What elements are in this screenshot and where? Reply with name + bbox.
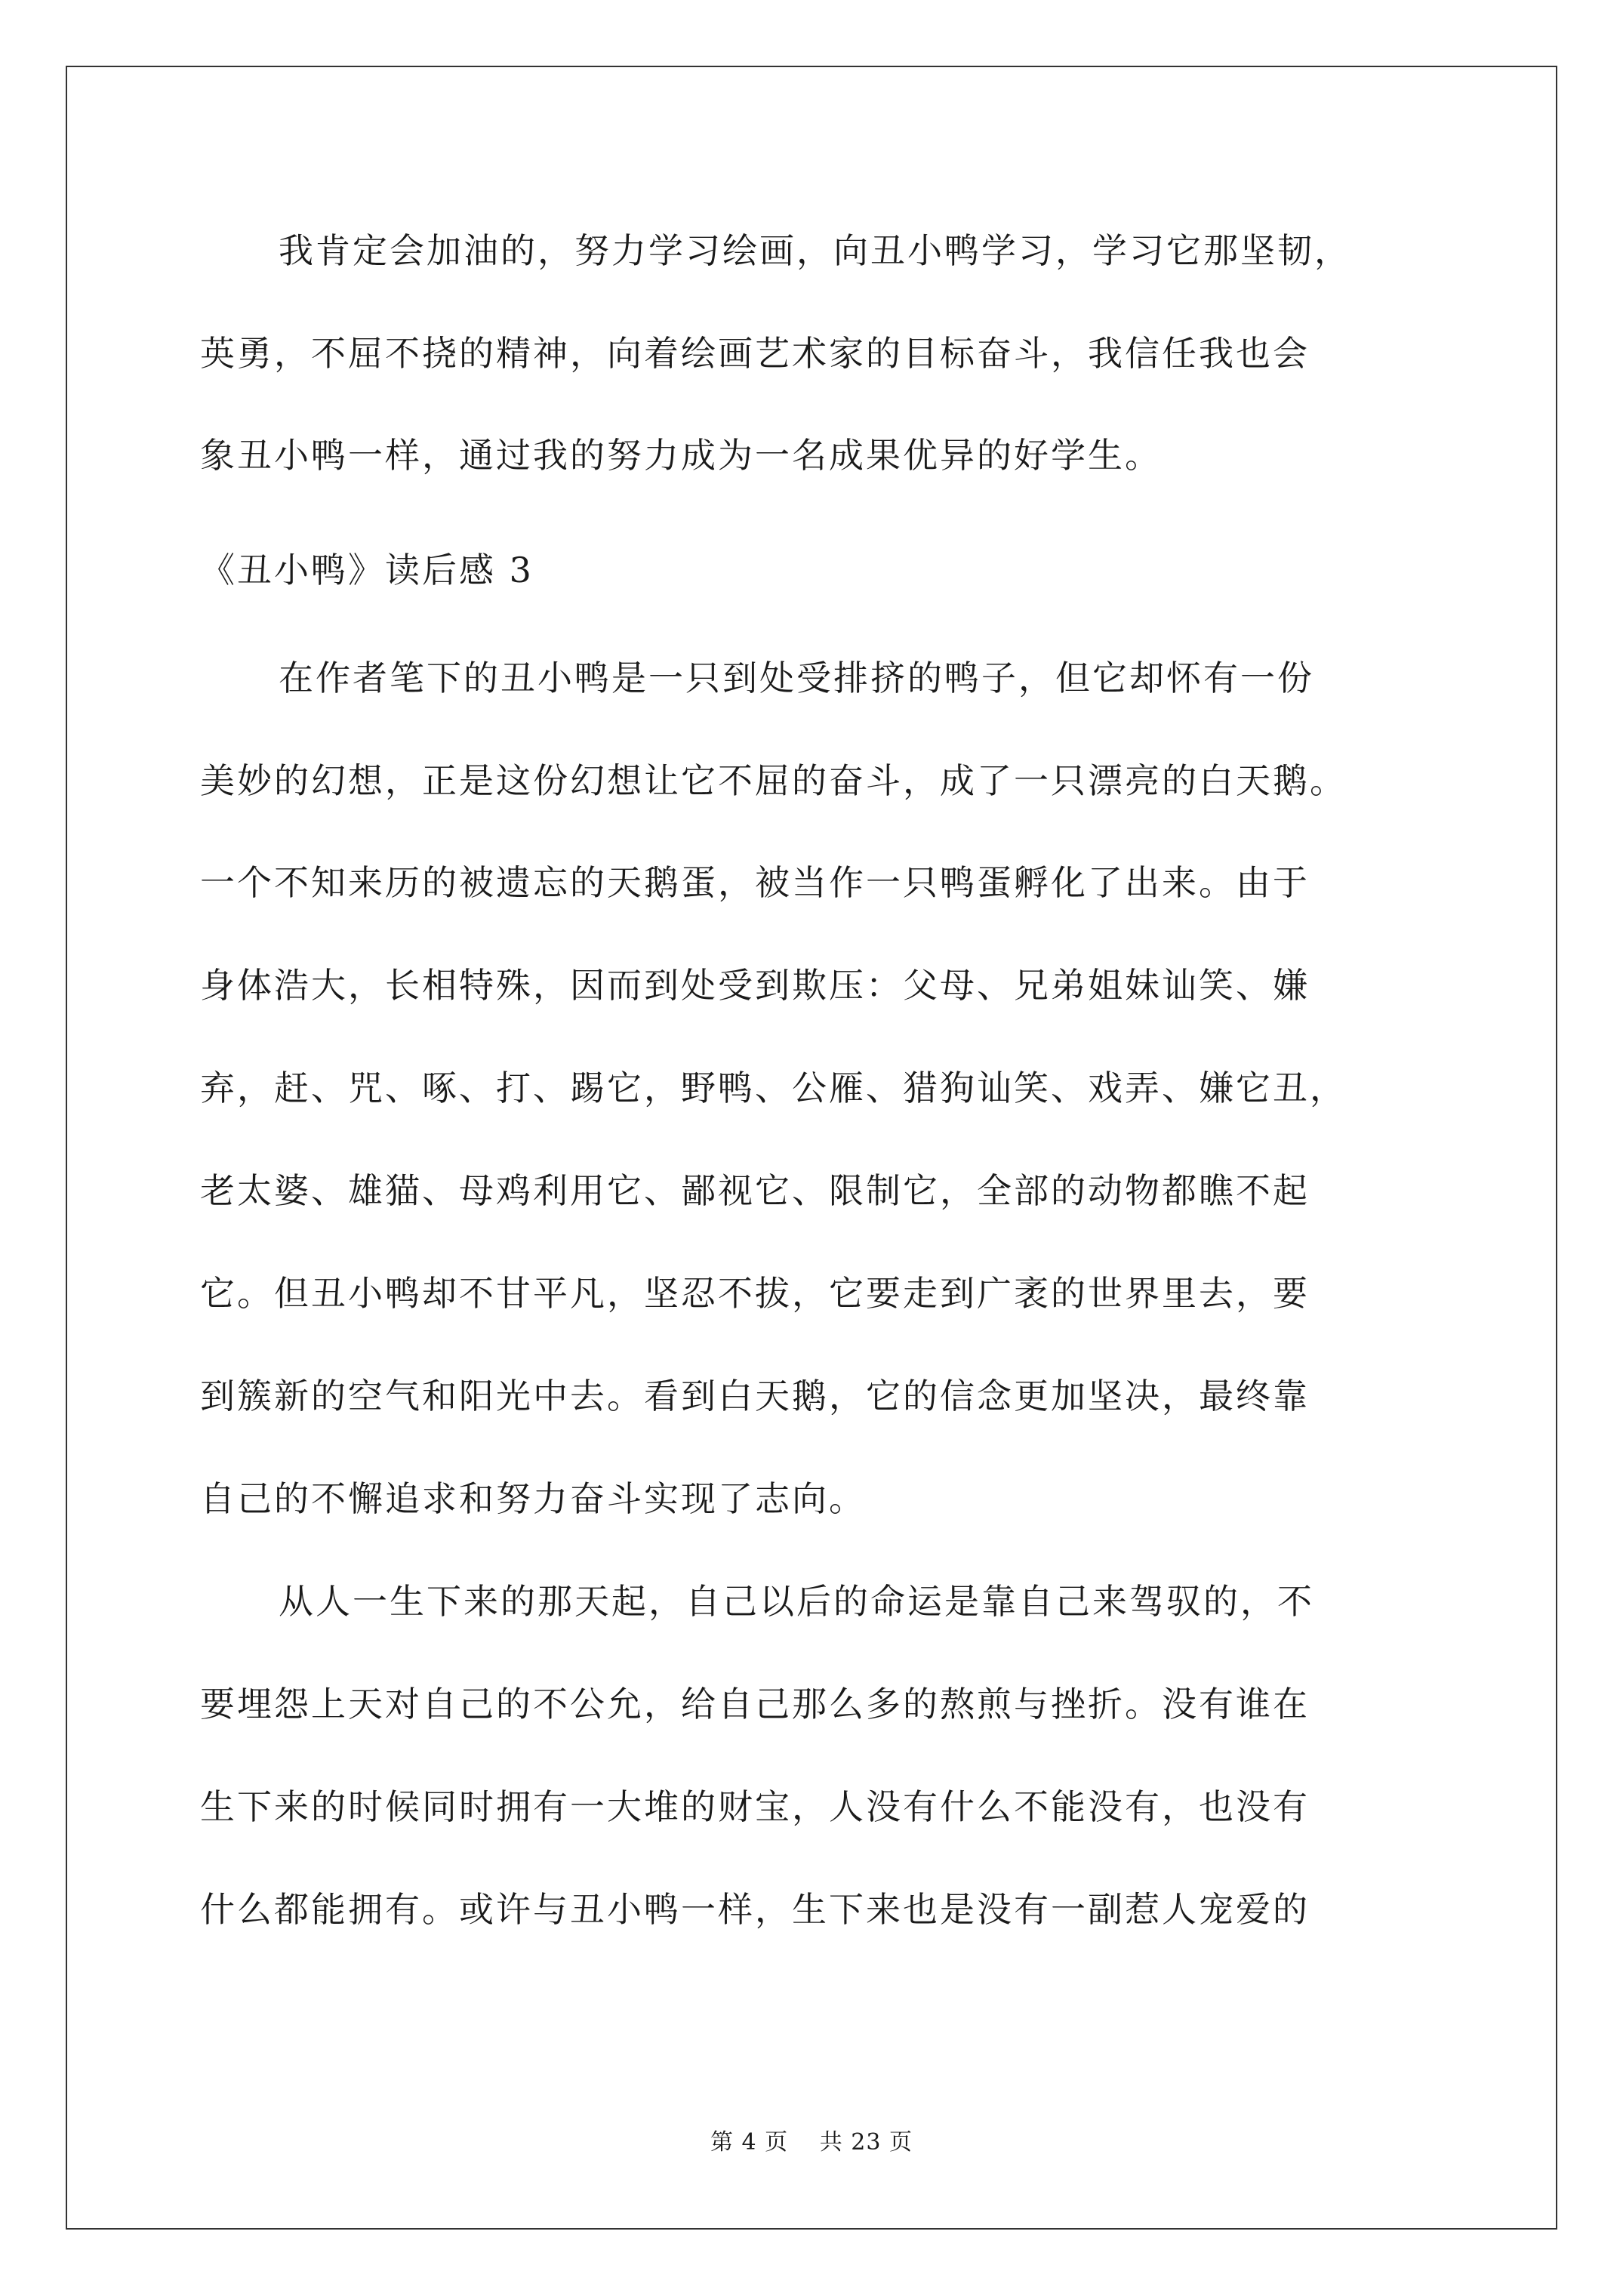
text-line: 老太婆、雄猫、母鸡利用它、鄙视它、限制它，全部的动物都瞧不起 xyxy=(200,1170,1310,1211)
text-line: 我肯定会加油的，努力学习绘画，向丑小鸭学习，学习它那坚韧， xyxy=(279,230,1351,271)
text-line: 从人一生下来的那天起，自己以后的命运是靠自己来驾驭的，不 xyxy=(279,1581,1314,1622)
text-line: 什么都能拥有。或许与丑小鸭一样，生下来也是没有一副惹人宠爱的 xyxy=(200,1889,1310,1930)
section-heading: 《丑小鸭》读后感 3 xyxy=(200,550,534,590)
text-line: 英勇，不屈不挠的精神，向着绘画艺术家的目标奋斗，我信任我也会 xyxy=(200,333,1310,374)
text-line: 生下来的时候同时拥有一大堆的财宝，人没有什么不能没有，也没有 xyxy=(200,1786,1310,1827)
text-line: 美妙的幻想，正是这份幻想让它不屈的奋斗，成了一只漂亮的白天鹅。 xyxy=(200,760,1347,801)
text-line: 弃，赶、咒、啄、打、踢它，野鸭、公雁、猎狗讪笑、戏弄、嫌它丑， xyxy=(200,1068,1347,1108)
text-line: 身体浩大，长相特殊，因而到处受到欺压：父母、兄弟姐妹讪笑、嫌 xyxy=(200,965,1310,1006)
text-line: 一个不知来历的被遗忘的天鹅蛋，被当作一只鸭蛋孵化了出来。由于 xyxy=(200,862,1310,903)
text-line: 到簇新的空气和阳光中去。看到白天鹅，它的信念更加坚决，最终靠 xyxy=(200,1376,1310,1416)
text-line: 在作者笔下的丑小鸭是一只到处受排挤的鸭子，但它却怀有一份 xyxy=(279,658,1314,698)
text-line: 它。但丑小鸭却不甘平凡，坚忍不拔，它要走到广袤的世界里去，要 xyxy=(200,1273,1310,1314)
text-line: 象丑小鸭一样，通过我的努力成为一名成果优异的好学生。 xyxy=(200,435,1162,476)
text-line: 要埋怨上天对自己的不公允，给自己那么多的熬煎与挫折。没有谁在 xyxy=(200,1684,1310,1724)
page-number-footer: 第 4 页 共 23 页 xyxy=(710,2129,913,2156)
text-line: 自己的不懈追求和努力奋斗实现了志向。 xyxy=(200,1478,866,1519)
